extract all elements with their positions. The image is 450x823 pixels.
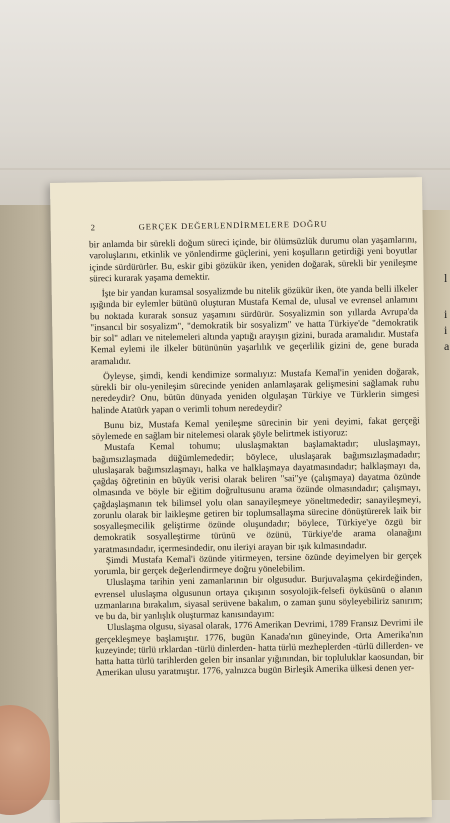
page-body [89,235,424,684]
paragraph: Uluslaşma tarihin yeni zamanlarının bir olgusudur. Burjuvalaşma çekirdeğinden, evrensel uluslaşma olgusunun ortaya çıkışının sosyolojik-felsefi öyküsünü o alanın uzmanlarına bırakalım, siyasal serüvene bakalım, o zaman şunu söyleyebiliriz sanırım; ve bu da, bir yanlışlık oluşturmaz kanısındayım: [94,573,423,623]
paragraph: İşte bir yandan kuramsal sosyalizmde bu nitelik gözükür iken, öte yanda belli ilkeler ışığında bir eylemler bütünü oluşturan Mustafa Kemal de, ulusal ve evrensel anlamını bu noktada kurarak sonsuz yaşamını sürdürür. Sosyalizmin son yıllarda Avrupa'da "insancıl bir sosyalizm", "demokratik bir sosyalizm" ve hatta Türkiye'de "demokratik bir sol" adları ve nitelemeleri altında yaptığı arayışın gizini, burada aramalıdır. Mustafa Kemal eylemi ile ilkeler bütününün yaşarlılık ve geçerlilik gizini de, gene burada aramalıdır. [89,284,419,367]
adjacent-page-letter: i [444,323,448,337]
background-shelf-edge [0,168,450,170]
book-page [50,177,432,823]
paragraph: Bunu biz, Mustafa Kemal yenileşme sürecinin bir yeni deyimi, fakat gerçeği söylemede en sağlam bir nitelemesi olarak şöyle belirtmek istiyoruz: [91,415,420,443]
running-head-title: GERÇEK DEĞERLENDİRMELERE DOĞRU [138,218,328,232]
paragraph: Şimdi Mustafa Kemal'i özünde yitirmeyen, tersine özünde deyimelyen bir gerçek yorumla, bir gerçek değerlendirmeye doğru yönelebilim. [94,550,422,578]
page-number: 2 [90,222,96,233]
adjacent-page-letter: l [444,271,448,285]
paragraph: bir anlamda bir sürekli doğum süreci içinde, bir ölümsüzlük durumu olan yaşamlarını, varoluşlarını, etkinlik ve yönlendirme güçlerini, yeni koşulların getirdiği yeni boyutlar içinde sürdürürler. Bu, eskir gibi gözükür iken, yeniden doğarak, sürekli bir yenileşme süreci kurarak yaşama demektir. [88,235,418,285]
adjacent-page-letter: a [444,339,450,353]
running-header [91,217,421,236]
paragraph: Uluslaşma olgusu, siyasal olarak, 1776 Amerikan Devrimi, 1789 Fransız Devrimi ile gerçekleşmeye başlamıştır. 1776, bugün Kanada'nın güneyinde, Orta Amerika'nın kuzeyinde; türlü ırklardan -türlü dinlerden- hatta türlü mezheplerden -türlü dillerden- ve hatta hatta türlü tarihlerden gelen bir insanlar yığınından, bir topluluklar kaosundan, bir Amerikan ulusu yaratmıştır. 1776, yalnızca bugün Birleşik Amerika ülkesi denen yer- [95,618,424,679]
paragraph: Mustafa Kemal tohumu; uluslaşmaktan başlamaktadır; uluslaşmayı, bağımsızlaşmada düğümlemededir; böylece, uluslaşarak bağımsızlaşmadadır; uluslaşarak bağımsızlaşmayı, halka ve halklaşmaya dayatmasındadır; halklaşmayı da, çağdaş öğretinin en büyük verisi olarak beliren "sai"ye (çalışmaya) dayatma özünde olmasında ve böyle bir eğitim doğrultusunu arama özünde olmasındadır; çalışmayı, çağdaşlaşmanın tek bilimsel yolu olan sanayileşmeye yöneltmededir; sanayileşmeyi, zorunlu olarak bir laikleşme getiren bir toplumsallaşma sürecine dönüştürerek laik bir sosyalleşmecilik geliştirme özünde oluşundadır; böylece, Türkiye'ye özgü bir demokratik sosyalleştirme türünü ve özünü, Türkiye'de arama olanağını yaratmasındadır, içermesindedir, onu ileriyi arayan bir ışık kılmasındadır. [92,438,422,555]
adjacent-page-letter: i [444,307,448,321]
paragraph: Öyleyse, şimdi, kendi kendimize sormalıyız: Mustafa Kemal'in yeniden doğarak, sürekli bir olu-yenileşim sürecinde yeniden anlamlaşarak gelişmesini sağlamak ruhu neredeydir? Onu, bütün dünyada yeniden olgulaşan Türkiye ve Türklerin simgesi halinde Atatürk yapan o verimli tohum neredeydir? [91,366,420,416]
